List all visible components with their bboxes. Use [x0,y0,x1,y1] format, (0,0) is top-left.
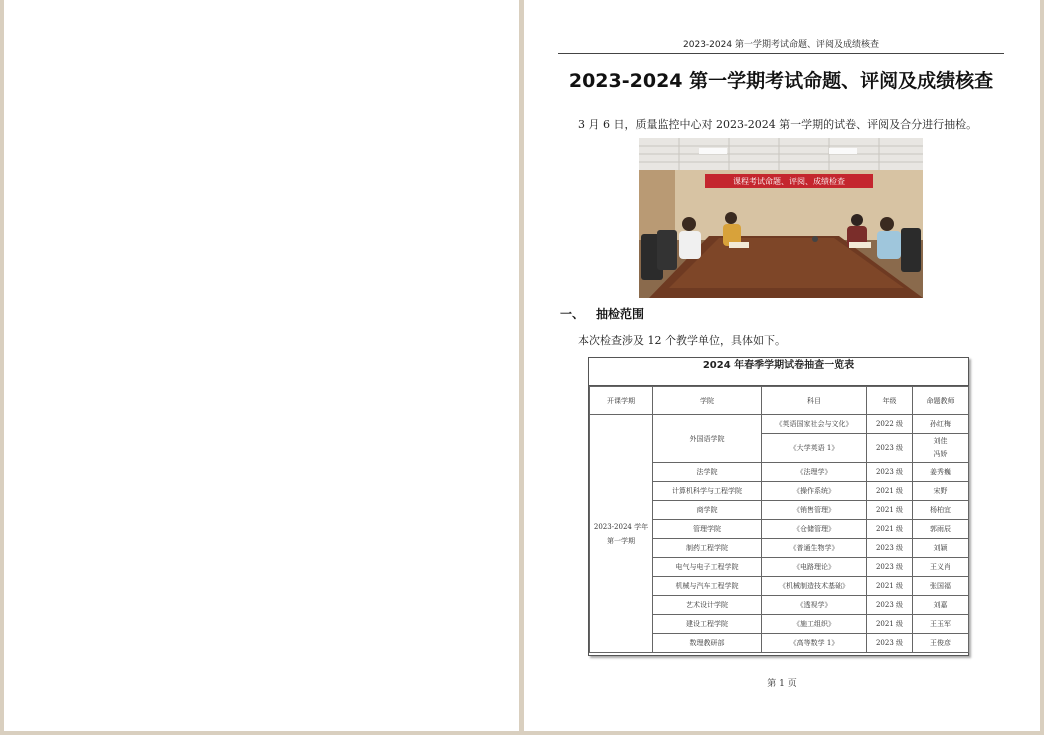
college-cell: 数理教研部 [653,634,762,653]
subject-cell: 《仓储管理》 [762,520,867,539]
teacher-cell: 张国福 [913,577,969,596]
grade-cell: 2023 级 [867,558,913,577]
grade-cell: 2023 级 [867,539,913,558]
teacher-name: 刘佳 [933,437,948,445]
college-cell: 计算机科学与工程学院 [653,482,762,501]
grade-cell: 2023 级 [867,434,913,463]
grade-cell: 2023 级 [867,596,913,615]
subject-cell: 《操作系统》 [762,482,867,501]
teacher-cell: 王玉军 [913,615,969,634]
running-header: 2023-2024 第一学期考试命题、评阅及成绩核查 [558,37,1004,54]
banner-text: 课程考试命题、评阅、成绩检查 [733,177,845,186]
grade-cell: 2021 级 [867,520,913,539]
section-paragraph: 本次检查涉及 12 个教学单位，具体如下。 [578,334,786,347]
subject-cell: 《法理学》 [762,463,867,482]
inspection-table-grid [589,386,969,653]
teacher-cell: 王义肖 [913,558,969,577]
section-heading [560,305,644,322]
meeting-photo [639,138,923,298]
college-cell: 外国语学院 [653,415,762,463]
document-page [524,0,1040,731]
inspection-table [588,357,969,656]
teacher-cell: 刘颖 [913,539,969,558]
college-cell: 建设工程学院 [653,615,762,634]
teacher-cell: 孙红梅 [913,415,969,434]
teacher-cell: 王俊彦 [913,634,969,653]
page-number: 第 1 页 [767,679,797,689]
subject-cell: 《机械制造技术基础》 [762,577,867,596]
table-header-row [590,387,969,415]
subject-cell: 《普通生物学》 [762,539,867,558]
teacher-cell: 宋野 [913,482,969,501]
grade-cell: 2021 级 [867,482,913,501]
college-cell: 管理学院 [653,520,762,539]
teacher-cell [913,434,969,463]
section-title: 抽检范围 [596,307,645,321]
subject-cell: 《电路理论》 [762,558,867,577]
semester-cell: 2023-2024 学年第一学期 [590,415,653,653]
subject-cell: 《英语国家社会与文化》 [762,415,867,434]
grade-cell: 2023 级 [867,463,913,482]
grade-cell: 2022 级 [867,415,913,434]
teacher-cell: 郭雨辰 [913,520,969,539]
grade-cell: 2021 级 [867,577,913,596]
teacher-cell: 杨柏宜 [913,501,969,520]
subject-cell: 《高等数学 1》 [762,634,867,653]
document-title: 2023-2024 第一学期考试命题、评阅及成绩核查 [568,70,994,92]
subject-cell: 《大学英语 1》 [762,434,867,463]
college-cell: 制药工程学院 [653,539,762,558]
table-row [590,415,969,434]
intro-paragraph: 3 月 6 日，质量监控中心对 2023-2024 第一学期的试卷、评阅及合分进行抽检。 [578,118,978,131]
column-header: 学院 [653,387,762,415]
column-header: 命题教师 [913,387,969,415]
table-caption: 2024 年春季学期试卷抽查一览表 [589,358,968,386]
teacher-cell: 姜秀巍 [913,463,969,482]
college-cell: 电气与电子工程学院 [653,558,762,577]
teacher-name: 冯娇 [933,450,948,458]
teacher-cell: 刘嘉 [913,596,969,615]
grade-cell: 2021 级 [867,615,913,634]
subject-cell: 《施工组织》 [762,615,867,634]
column-header: 科目 [762,387,867,415]
column-header: 开课学期 [590,387,653,415]
grade-cell: 2023 级 [867,634,913,653]
college-cell: 法学院 [653,463,762,482]
section-number: 一、 [560,307,585,321]
blank-page-left [4,0,519,731]
column-header: 年级 [867,387,913,415]
meeting-photo-image [639,138,923,298]
college-cell: 商学院 [653,501,762,520]
college-cell: 机械与汽车工程学院 [653,577,762,596]
subject-cell: 《销售管理》 [762,501,867,520]
grade-cell: 2021 级 [867,501,913,520]
college-cell: 艺术设计学院 [653,596,762,615]
subject-cell: 《透视学》 [762,596,867,615]
